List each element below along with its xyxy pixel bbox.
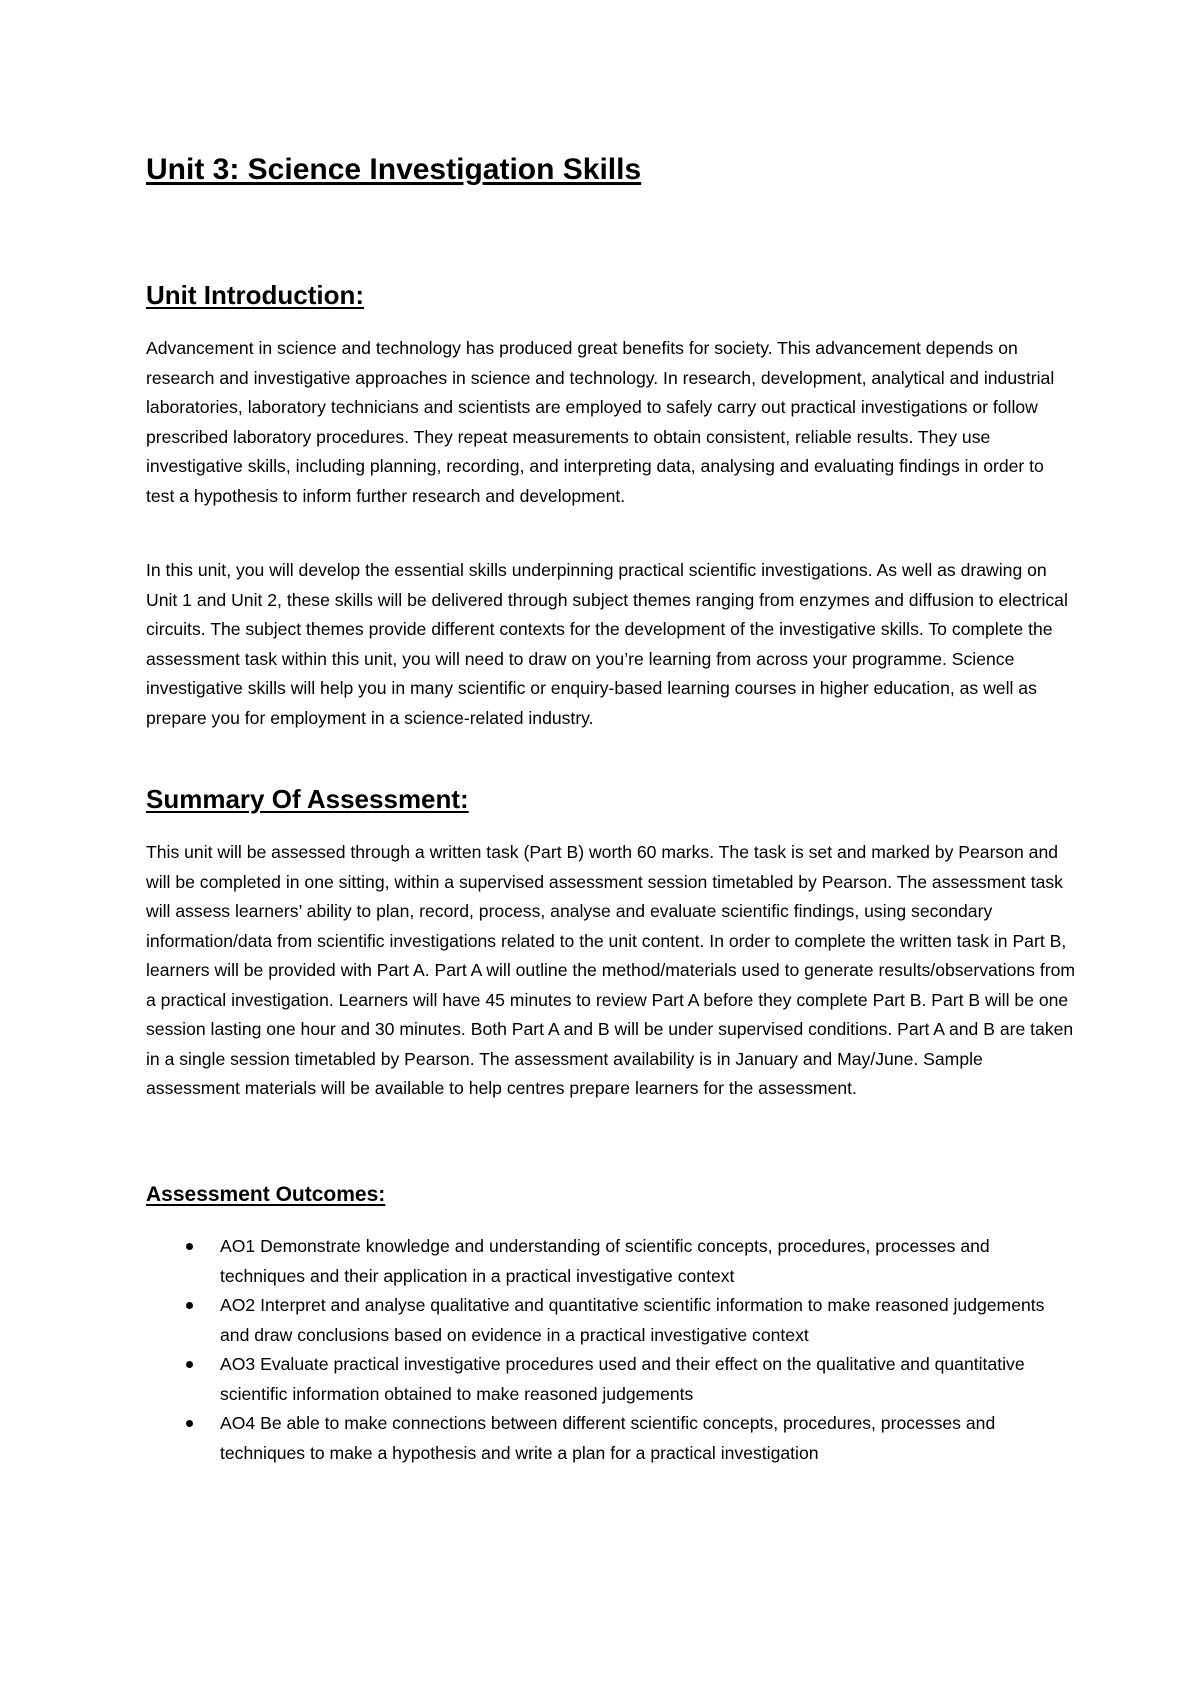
introduction-paragraph-1: Advancement in science and technology has produced great benefits for society. This advancement depends on research and investigative approaches in science and technology. In research, development, analytical and industrial laboratories, laboratory technicians and scientists are employed to safely carry out practical investigations or follow prescribed laboratory procedures. They repeat measurements to obtain consistent, reliable results. They use investigative skills, including planning, recording, and interpreting data, analysing and evaluating findings in order to test a hypothesis to inform further research and development. — [146, 338, 1055, 506]
summary-paragraph: This unit will be assessed through a written task (Part B) worth 60 marks. The task is set and marked by Pearson and will be completed in one sitting, within a supervised assessment session timetabled by Pearson. The assessment task will assess learners’ ability to plan, record, process, analyse and evaluate scientific findings, using secondary information/data from scientific investigations related to the unit content. In order to complete the written task in Part B, learners will be provided with Part A. Part A will outline the method/materials used to generate results/observations from a practical investigation. Learners will have 45 minutes to review Part A before they complete Part B. Part B will be one session lasting one hour and 30 minutes. Both Part A and B will be under supervised conditions. Part A and B are taken in a single session timetabled by Pearson. The assessment availability is in January and May/June. Sample assessment materials will be available to help centres prepare learners for the assessment. — [146, 842, 1076, 1098]
bullet-icon — [186, 1420, 193, 1427]
list-item — [146, 1232, 1076, 1291]
summary-of-assessment-heading: Summary Of Assessment: — [146, 784, 469, 814]
bullet-icon — [186, 1243, 193, 1250]
list-item — [146, 1291, 1076, 1350]
assessment-outcomes-list — [146, 1232, 1076, 1468]
document-title: Unit 3: Science Investigation Skills — [146, 153, 642, 186]
outcome-text: AO1 Demonstrate knowledge and understanding of scientific concepts, procedures, processes and techniques and their application in a practical investigative context — [220, 1236, 990, 1286]
outcome-text: AO3 Evaluate practical investigative procedures used and their effect on the qualitative and quantitative scientific information obtained to make reasoned judgements — [220, 1354, 1025, 1404]
outcome-text: AO4 Be able to make connections between different scientific concepts, procedures, processes and techniques to make a hypothesis and write a plan for a practical investigation — [220, 1413, 996, 1463]
bullet-icon — [186, 1361, 193, 1368]
assessment-outcomes-heading: Assessment Outcomes: — [146, 1183, 386, 1206]
list-item — [146, 1409, 1076, 1468]
introduction-paragraph-2: In this unit, you will develop the essential skills underpinning practical scientific investigations. As well as drawing on Unit 1 and Unit 2, these skills will be delivered through subject themes ranging from enzymes and diffusion to electrical circuits. The subject themes provide different contexts for the development of the investigative skills. To complete the assessment task within this unit, you will need to draw on you’re learning from across your programme. Science investigative skills will help you in many scientific or enquiry-based learning courses in higher education, as well as prepare you for employment in a science-related industry. — [146, 560, 1068, 728]
outcome-text: AO2 Interpret and analyse qualitative and quantitative scientific information to make reasoned judgements and draw conclusions based on evidence in a practical investigative context — [220, 1295, 1045, 1345]
list-item — [146, 1350, 1076, 1409]
unit-introduction-heading: Unit Introduction: — [146, 280, 365, 310]
bullet-icon — [186, 1302, 193, 1309]
